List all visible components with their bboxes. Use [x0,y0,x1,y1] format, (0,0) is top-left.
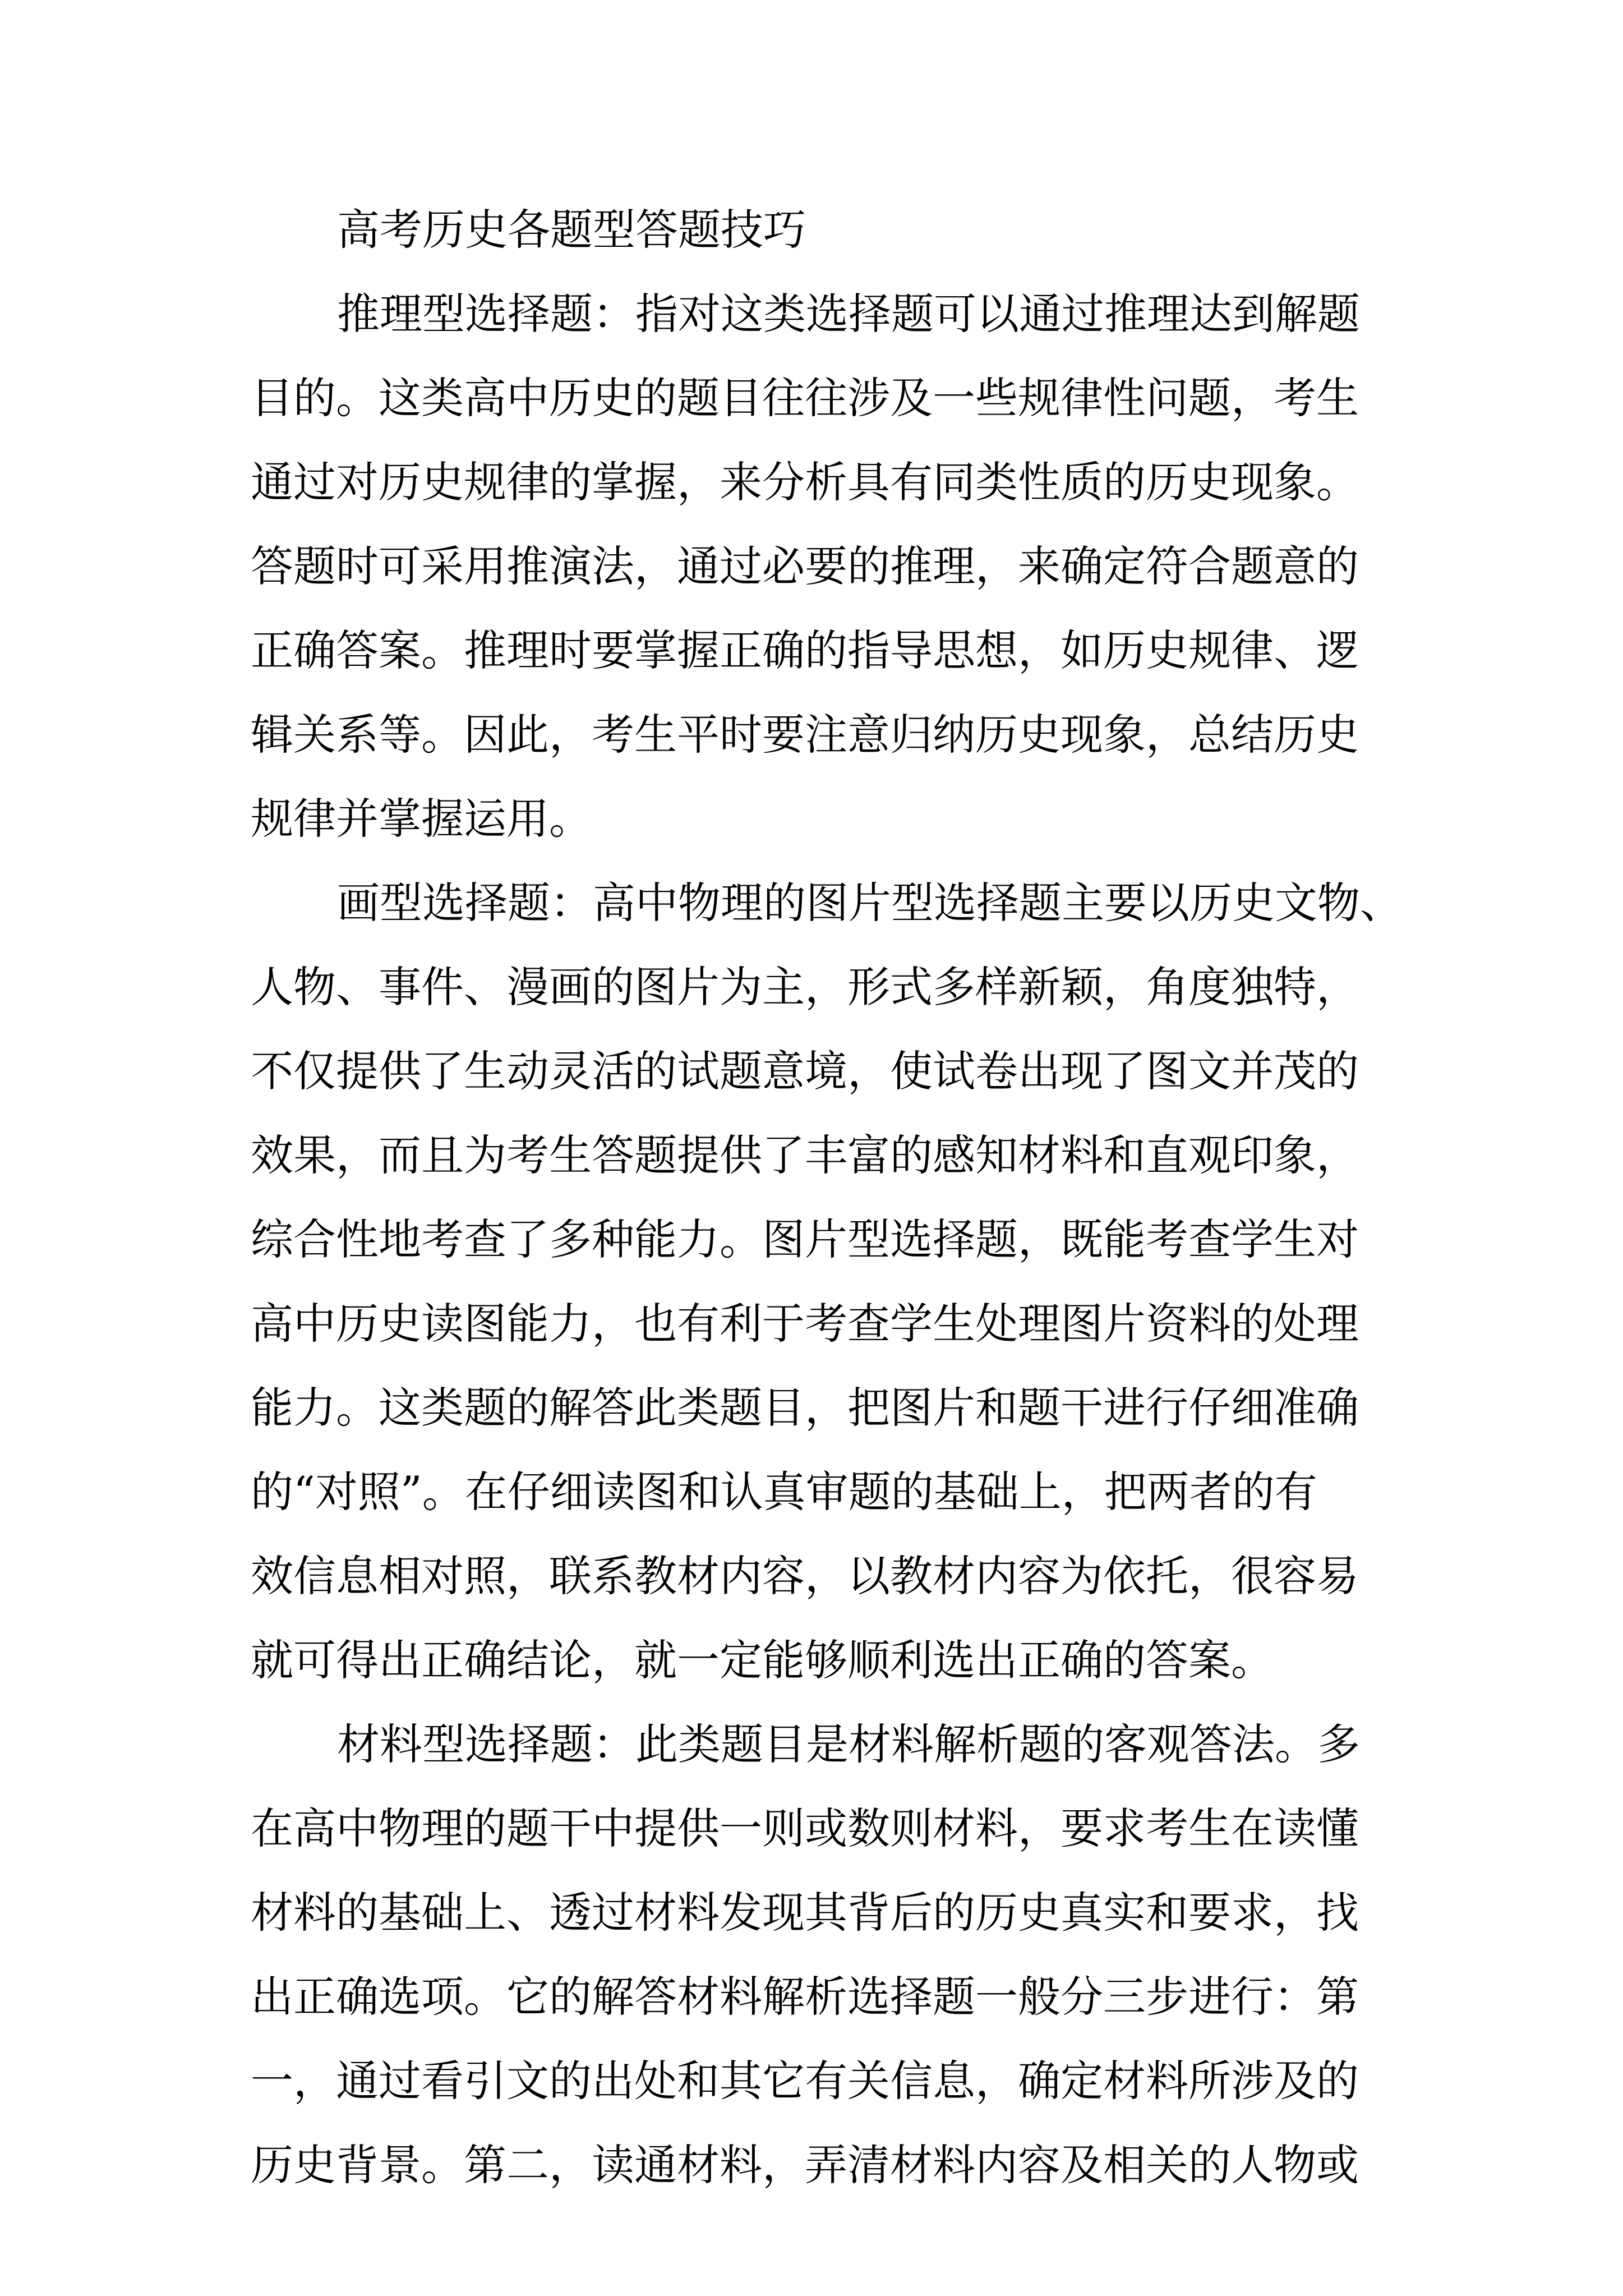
paragraph-line: 材料型选择题：此类题目是材料解析题的客观答法。多 [337,1719,1360,1769]
paragraph-line: 人物、事件、漫画的图片为主，形式多样新颖，角度独特， [251,962,1359,1012]
paragraph-line: 就可得出正确结论，就一定能够顺利选出正确的答案。 [251,1635,1274,1685]
paragraph-line: 能力。这类题的解答此类题目，把图片和题干进行仔细准确 [251,1383,1359,1433]
paragraph-line: 综合性地考查了多种能力。图片型选择题，既能考查学生对 [251,1214,1359,1264]
paragraph-line: 出正确选项。它的解答材料解析选择题一般分三步进行：第 [251,1972,1359,2022]
paragraph-line: 辑关系等。因此，考生平时要注意归纳历史现象，总结历史 [251,710,1359,760]
paragraph-line: 规律并掌握运用。 [251,794,592,844]
paragraph-line: 推理型选择题：指对这类选择题可以通过推理达到解题 [337,289,1360,339]
paragraph-line: 高中历史读图能力，也有利于考查学生处理图片资料的处理 [251,1299,1359,1349]
paragraph-line: 通过对历史规律的掌握，来分析具有同类性质的历史现象。 [251,457,1359,507]
paragraph-line: 的“对照”。在仔细读图和认真审题的基础上，把两者的有 [251,1467,1317,1517]
paragraph-line: 目的。这类高中历史的题目往往涉及一些规律性问题，考生 [251,373,1359,423]
paragraph-line: 不仅提供了生动灵活的试题意境，使试卷出现了图文并茂的 [251,1046,1359,1096]
paragraph-line: 答题时可采用推演法，通过必要的推理，来确定符合题意的 [251,541,1359,591]
paragraph-line: 材料的基础上、透过材料发现其背后的历史真实和要求，找 [251,1888,1359,1938]
paragraph-line: 效信息相对照，联系教材内容，以教材内容为依托，很容易 [251,1551,1359,1601]
paragraph-line: 效果，而且为考生答题提供了丰富的感知材料和直观印象， [251,1130,1359,1180]
paragraph-line: 画型选择题：高中物理的图片型选择题主要以历史文物、 [337,878,1403,928]
paragraph-line: 正确答案。推理时要掌握正确的指导思想，如历史规律、逻 [251,625,1359,675]
paragraph-line: 在高中物理的题干中提供一则或数则材料，要求考生在读懂 [251,1803,1359,1853]
paragraph-line: 一，通过看引文的出处和其它有关信息，确定材料所涉及的 [251,2056,1359,2106]
document-title: 高考历史各题型答题技巧 [337,205,806,255]
paragraph-line: 历史背景。第二，读通材料，弄清材料内容及相关的人物或 [251,2140,1359,2190]
